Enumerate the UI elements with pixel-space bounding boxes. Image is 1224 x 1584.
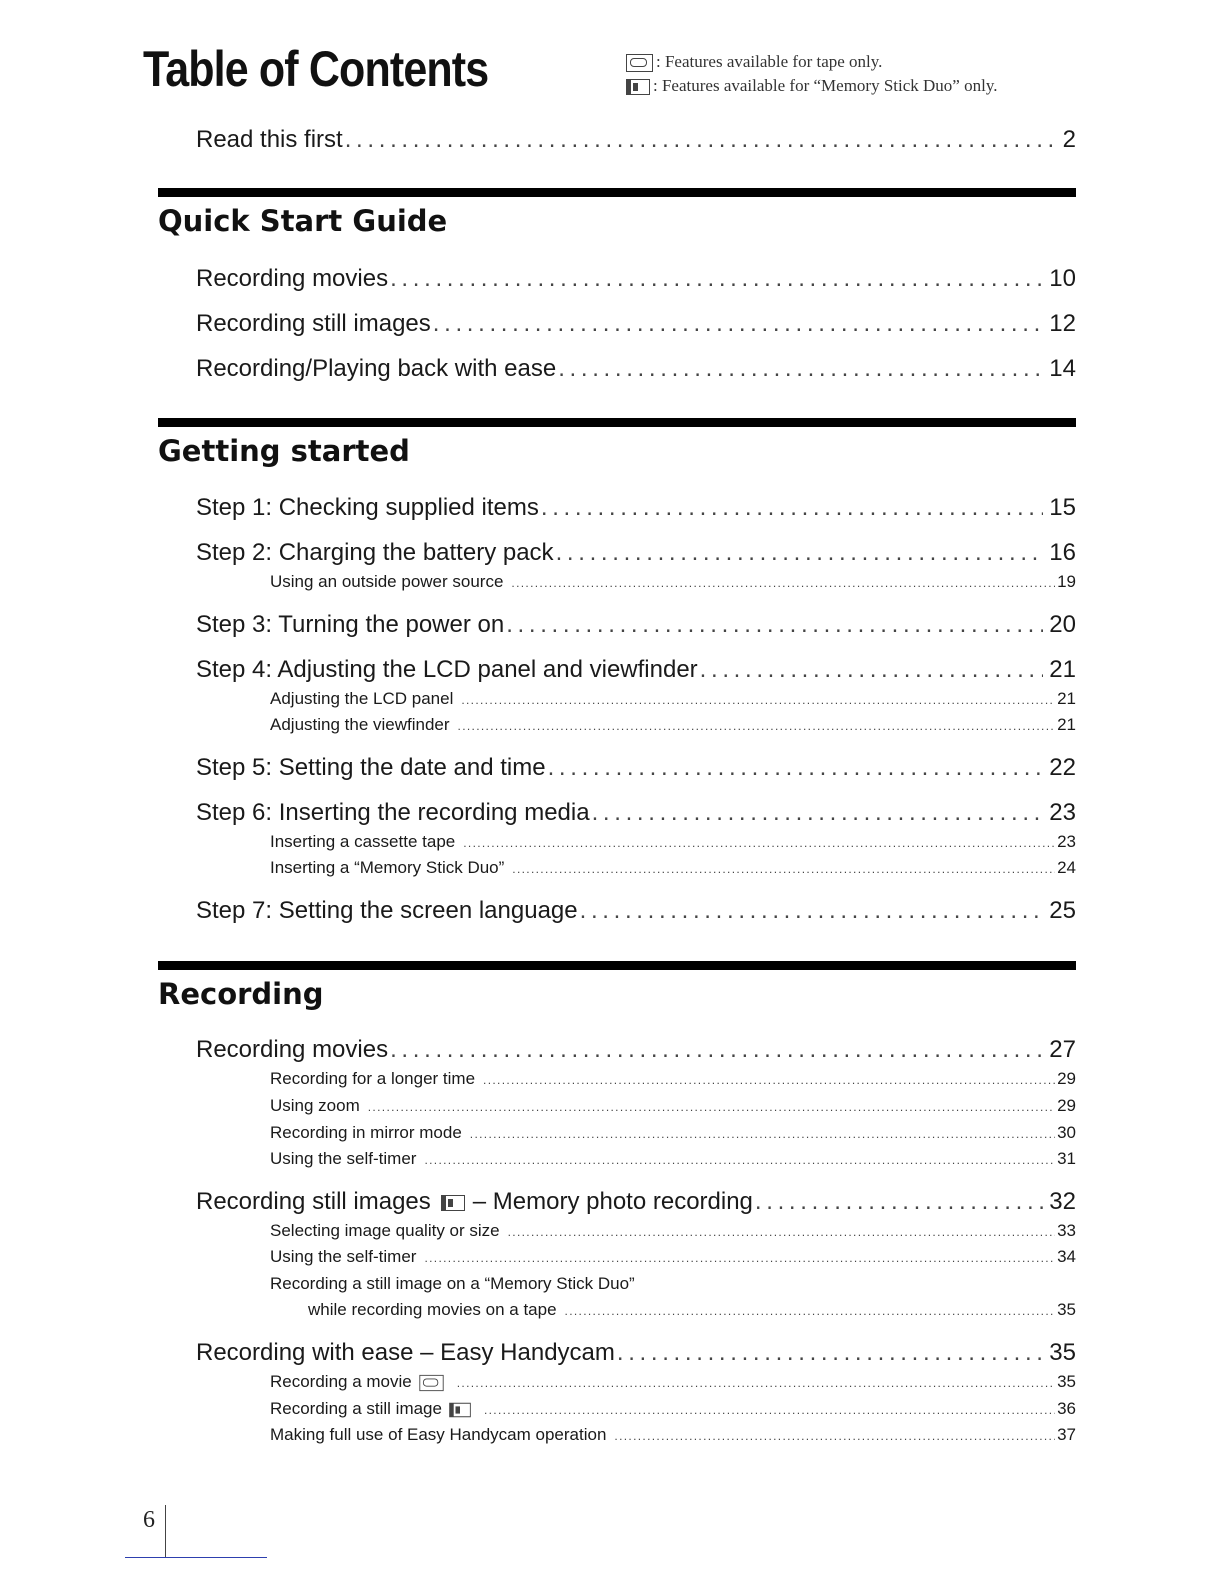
toc-subentry[interactable] — [270, 832, 1076, 854]
entry-label: Selecting image quality or size — [270, 1221, 500, 1240]
entry-page: 24 — [1057, 858, 1076, 877]
entry-label: Recording movies — [196, 1036, 389, 1063]
entry-page: 14 — [1049, 355, 1076, 382]
leader-dots — [592, 799, 1044, 827]
entry-page: 23 — [1049, 799, 1076, 826]
entry-label: Read this first — [196, 126, 343, 153]
entry-page: 35 — [1057, 1300, 1076, 1319]
leader-dots — [457, 1376, 1055, 1390]
tape-icon — [626, 54, 653, 72]
toc-entry[interactable] — [196, 611, 1076, 641]
page-title: Table of Contents — [143, 41, 489, 97]
memory-stick-icon — [626, 79, 650, 95]
toc-subentry[interactable] — [270, 572, 1076, 594]
toc-subentry[interactable] — [270, 1399, 1076, 1421]
toc-entry[interactable] — [196, 494, 1076, 524]
legend-tape — [626, 50, 1076, 74]
leader-dots — [617, 1339, 1043, 1367]
entry-label: Recording in mirror mode — [270, 1123, 462, 1142]
leader-dots — [368, 1100, 1055, 1114]
entry-label: Inserting a “Memory Stick Duo” — [270, 858, 505, 877]
section-rule — [158, 961, 1076, 970]
leader-dots — [470, 1127, 1055, 1141]
entry-page: 2 — [1062, 126, 1076, 153]
toc-subentry[interactable] — [270, 1123, 1076, 1145]
entry-page: 33 — [1057, 1221, 1076, 1240]
entry-page: 35 — [1057, 1372, 1076, 1391]
entry-label: Using an outside power source — [270, 572, 504, 591]
toc-entry[interactable] — [196, 265, 1076, 295]
entry-label-text: Recording a movie — [270, 1372, 412, 1391]
leader-dots — [512, 862, 1055, 876]
leader-dots — [390, 265, 1043, 293]
leader-dots — [506, 611, 1043, 639]
toc-entry[interactable] — [196, 1188, 1076, 1218]
entry-page: 10 — [1049, 265, 1076, 292]
leader-dots — [483, 1073, 1055, 1087]
entry-page: 27 — [1049, 1036, 1076, 1063]
toc-entry[interactable] — [196, 539, 1076, 569]
entry-label: Adjusting the viewfinder — [270, 715, 450, 734]
entry-label: Step 6: Inserting the recording media — [196, 799, 590, 826]
memory-stick-icon — [449, 1402, 471, 1416]
toc-subentry[interactable] — [270, 1096, 1076, 1118]
leader-dots — [424, 1251, 1055, 1265]
toc-entry-read-first[interactable] — [196, 126, 1076, 156]
entry-label: Step 3: Turning the power on — [196, 611, 505, 638]
entry-label: Recording with ease – Easy Handycam — [196, 1339, 615, 1366]
toc-entry[interactable] — [196, 1339, 1076, 1369]
leader-dots — [433, 310, 1044, 338]
entry-page: 31 — [1057, 1149, 1076, 1168]
entry-label: Recording still images — [196, 310, 431, 337]
toc-subentry[interactable] — [270, 858, 1076, 880]
entry-label — [196, 1188, 753, 1216]
entry-label: Adjusting the LCD panel — [270, 689, 454, 708]
toc-entry[interactable] — [196, 754, 1076, 784]
section-title-quick-start: Quick Start Guide — [158, 204, 448, 238]
legend-tape-text: : Features available for tape only. — [656, 52, 883, 71]
entry-label — [270, 1372, 449, 1392]
leader-dots — [700, 656, 1044, 684]
leader-dots — [614, 1429, 1055, 1443]
entry-label: Making full use of Easy Handycam operation — [270, 1425, 607, 1444]
entry-page: 34 — [1057, 1247, 1076, 1266]
legend-ms-text: : Features available for “Memory Stick Duo” only. — [653, 76, 998, 95]
toc-subentry[interactable] — [270, 1247, 1076, 1269]
entry-label: Using the self-timer — [270, 1247, 417, 1266]
section-title-getting-started: Getting started — [158, 434, 410, 468]
toc-subentry[interactable] — [270, 715, 1076, 737]
entry-page: 25 — [1049, 897, 1076, 924]
entry-page: 29 — [1057, 1096, 1076, 1115]
toc-entry[interactable] — [196, 799, 1076, 829]
toc-entry[interactable] — [196, 1036, 1076, 1066]
entry-page: 21 — [1057, 715, 1076, 734]
section-title-recording: Recording — [158, 977, 324, 1011]
leader-dots — [458, 719, 1056, 733]
legend-ms — [626, 74, 1076, 98]
footer-divider-vertical — [165, 1505, 166, 1557]
page-number: 6 — [143, 1507, 155, 1533]
legend — [626, 50, 1076, 98]
leader-dots — [511, 576, 1055, 590]
toc-subentry[interactable] — [270, 1372, 1076, 1394]
entry-label — [270, 1399, 476, 1419]
leader-dots — [484, 1403, 1055, 1417]
leader-dots — [463, 836, 1055, 850]
leader-dots — [580, 897, 1044, 925]
toc-subentry[interactable] — [270, 689, 1076, 711]
entry-label: Step 4: Adjusting the LCD panel and viewfinder — [196, 656, 698, 683]
entry-page: 32 — [1049, 1188, 1076, 1215]
section-rule — [158, 188, 1076, 197]
memory-stick-icon — [441, 1195, 465, 1211]
entry-page: 16 — [1049, 539, 1076, 566]
entry-label: Using the self-timer — [270, 1149, 417, 1168]
entry-label: Recording/Playing back with ease — [196, 355, 557, 382]
entry-page: 35 — [1049, 1339, 1076, 1366]
leader-dots — [565, 1304, 1056, 1318]
entry-page: 20 — [1049, 611, 1076, 638]
leader-dots — [556, 539, 1044, 567]
leader-dots — [558, 355, 1043, 383]
entry-label: Step 7: Setting the screen language — [196, 897, 578, 924]
entry-label: Inserting a cassette tape — [270, 832, 456, 851]
entry-page: 37 — [1057, 1425, 1076, 1444]
toc-entry[interactable] — [196, 355, 1076, 385]
toc-subentry[interactable] — [270, 1069, 1076, 1091]
entry-label: Recording a still image on a “Memory Stick Duo” — [270, 1274, 635, 1293]
entry-label: Step 1: Checking supplied items — [196, 494, 539, 521]
leader-dots — [548, 754, 1044, 782]
leader-dots — [345, 126, 1057, 154]
section-rule — [158, 418, 1076, 427]
toc-entry[interactable] — [196, 656, 1076, 686]
leader-dots — [508, 1225, 1055, 1239]
toc-subentry-continued[interactable] — [308, 1300, 1076, 1322]
toc-subentry[interactable] — [270, 1221, 1076, 1243]
entry-label: Step 2: Charging the battery pack — [196, 539, 554, 566]
entry-label-text: Recording a still image — [270, 1399, 442, 1418]
leader-dots — [390, 1036, 1043, 1064]
leader-dots — [541, 494, 1043, 522]
entry-page: 15 — [1049, 494, 1076, 521]
leader-dots — [461, 693, 1055, 707]
entry-label-part: Recording still images — [196, 1188, 431, 1215]
toc-entry[interactable] — [196, 897, 1076, 927]
entry-page: 19 — [1057, 572, 1076, 591]
entry-label: while recording movies on a tape — [308, 1300, 557, 1319]
entry-page: 21 — [1049, 656, 1076, 683]
entry-page: 23 — [1057, 832, 1076, 851]
entry-page: 12 — [1049, 310, 1076, 337]
entry-page: 36 — [1057, 1399, 1076, 1418]
entry-label-part: – Memory photo recording — [472, 1188, 753, 1215]
toc-subentry[interactable] — [270, 1425, 1076, 1447]
entry-page: 30 — [1057, 1123, 1076, 1142]
entry-label: Step 5: Setting the date and time — [196, 754, 546, 781]
entry-label: Recording movies — [196, 265, 389, 292]
entry-page: 22 — [1049, 754, 1076, 781]
toc-subentry[interactable] — [270, 1149, 1076, 1171]
entry-page: 29 — [1057, 1069, 1076, 1088]
toc-entry[interactable] — [196, 310, 1076, 340]
entry-page: 21 — [1057, 689, 1076, 708]
leader-dots — [424, 1153, 1055, 1167]
tape-icon — [419, 1374, 443, 1390]
leader-dots — [755, 1188, 1043, 1216]
entry-label: Recording for a longer time — [270, 1069, 476, 1088]
entry-label: Using zoom — [270, 1096, 360, 1115]
toc-subentry[interactable] — [270, 1274, 1076, 1296]
footer-divider-horizontal — [125, 1557, 267, 1558]
